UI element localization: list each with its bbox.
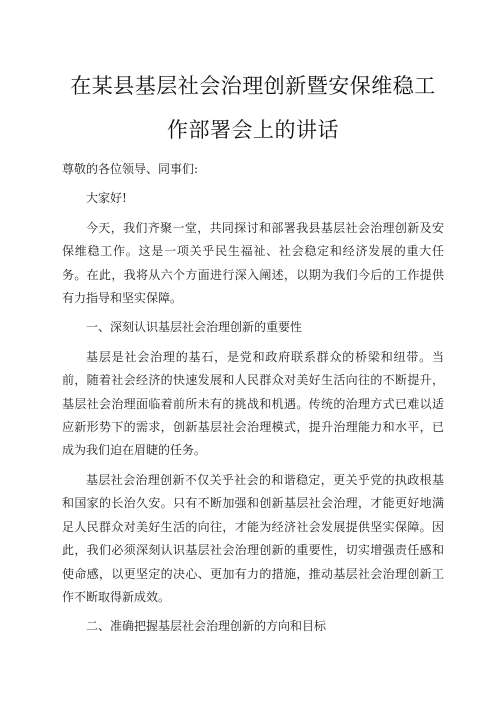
intro-paragraph: 今天，我们齐聚一堂，共同探讨和部署我县基层社会治理创新及安保维稳工作。这是一项关乎民生福祉、社会稳定和经济发展的重大任务。在此，我将从六个方面进行深入阐述，以期为我们今后的工作提供有力指导和坚实保障。 [62, 220, 444, 306]
body-paragraph: 基层社会治理创新不仅关乎社会的和谐稳定，更关乎党的执政根基和国家的长治久安。只有不断加强和创新基层社会治理，才能更好地满足人民群众对美好生活的向往，才能为经济社会发展提供坚实保障。因此，我们必须深刻认识基层社会治理创新的重要性，切实增强责任感和使命感，以更坚定的决心、更加有力的措施，推动基层社会治理创新工作不断取得新成效。 [62, 472, 444, 604]
title-line-1: 在某县基层社会治理创新暨安保维稳工 [70, 74, 436, 98]
document-title [62, 70, 444, 146]
greeting: 大家好! [86, 191, 127, 206]
section-heading-1: 一、深刻认识基层社会治理创新的重要性 [86, 320, 303, 335]
salutation: 尊敬的各位领导、同事们: [62, 162, 199, 176]
title-line-2: 作部署会上的讲话 [167, 118, 339, 142]
document-page [62, 70, 444, 639]
body-paragraph: 基层是社会治理的基石，是党和政府联系群众的桥梁和纽带。当前，随着社会经济的快速发展和人民群众对美好生活向往的不断提升，基层社会治理面临着前所未有的挑战和机遇。传统的治理方式已难以适应新形势下的需求，创新基层社会治理模式，提升治理能力和水平，已成为我们迫在眉睫的任务。 [62, 349, 444, 458]
section-heading-2: 二、准确把握基层社会治理创新的方向和目标 [86, 619, 327, 634]
